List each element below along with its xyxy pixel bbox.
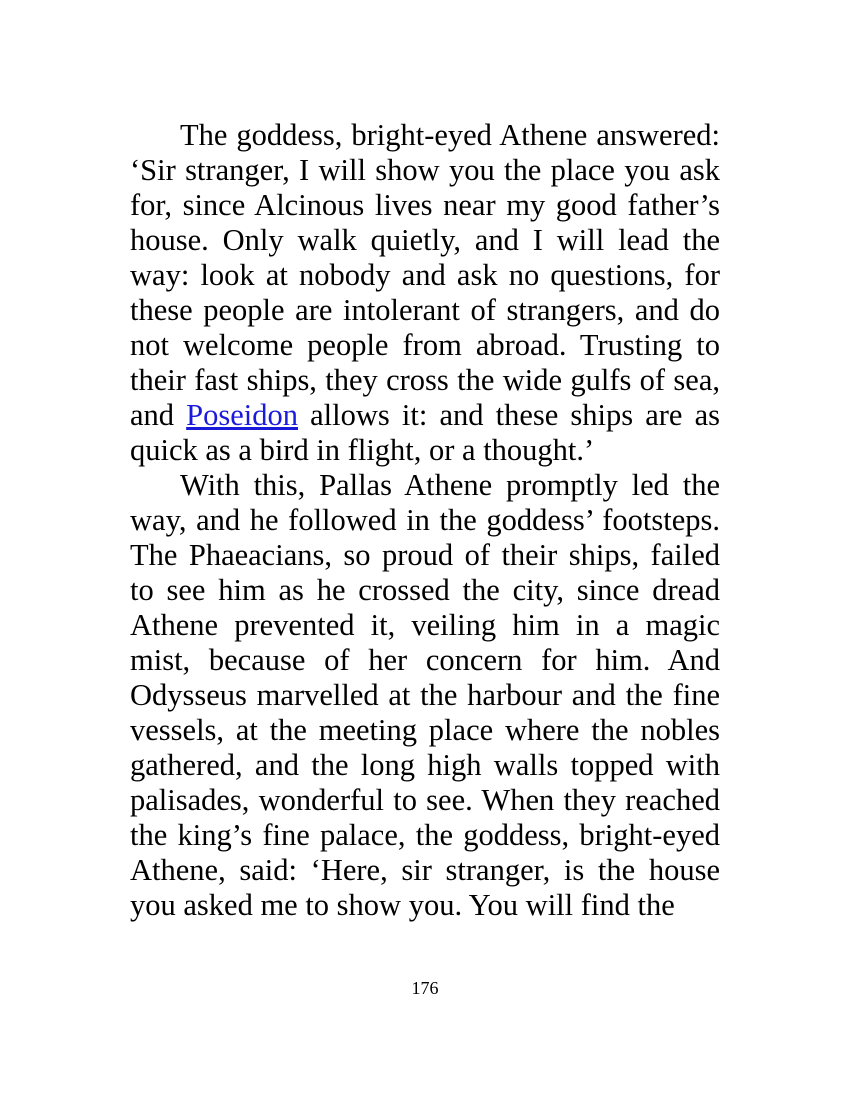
paragraph-athene-answer: [130, 118, 720, 468]
page-number: 176: [411, 978, 439, 998]
paragraph-text-after-link: allows it: and these ships are as quick as a bird in flight, or a thought.’: [130, 398, 720, 467]
paragraph-text: With this, Pallas Athene promptly led the way, and he followed in the goddess’ footsteps. The Phaeacians, so proud of their ships, failed to see him as he crossed the city, since dread Athene prevented it, veiling him in a magic mist, because of her concern for him. And Odysseus marvelled at the harbour and the fine vessels, at the meeting place where the nobles gathered, and the long high walls topped with palisades, wonderful to see. When they reached the king’s fine palace, the goddess, bright-eyed Athene, said: ‘Here, sir stranger, is the house you asked me to show you. You will find the: [130, 468, 720, 922]
body-text: [130, 118, 720, 923]
paragraph-pallas-athene-led: [130, 468, 720, 923]
paragraph-text-before-link: The goddess, bright-eyed Athene answered: ‘Sir stranger, I will show you the place you ask for, since Alcinous lives near my good father’s house. Only walk quietly, and I will lead the way: look at nobody and ask no questions, for these people are intolerant of strangers, and do not welcome people from abroad. Trusting to their fast ships, they cross the wide gulfs of sea, and: [130, 118, 720, 432]
poseidon-link[interactable]: Poseidon: [186, 398, 299, 432]
